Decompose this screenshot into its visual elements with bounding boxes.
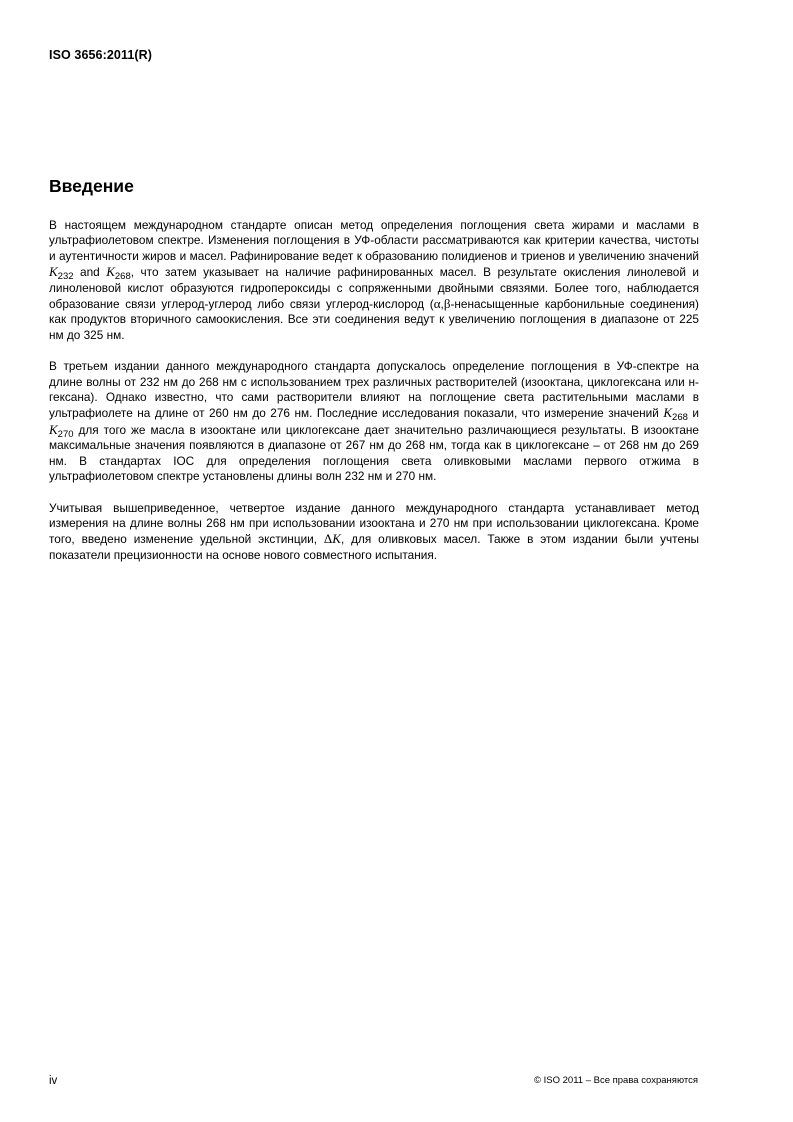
k-subscript: 232 <box>57 271 74 283</box>
delta-symbol: Δ <box>323 531 333 547</box>
p1-text-2: , что затем указывает на наличие рафинированных масел. В результате окисления линолевой и линоленовой кислот образуются гидропероксиды с сопряженными двойными связями. Более того, наблюдается образование связи углерод-углерод либо связи углерод-кислород ( <box>49 265 699 312</box>
comma: , <box>440 297 444 312</box>
k-symbol: K <box>332 531 341 547</box>
and-word: and <box>73 265 107 280</box>
copyright-notice: © ISO 2011 – Все права сохраняются <box>533 1075 698 1086</box>
paragraph-3 <box>49 501 699 564</box>
paragraph-2 <box>49 359 699 484</box>
p1-text-3: -ненасыщенные карбонильные соединения) как продуктов вторичного самоокисления. Все эти соединения ведут к увеличению поглощения в диапазоне от 225 нм до 325 нм. <box>49 297 699 342</box>
page-number: iv <box>49 1075 58 1087</box>
alpha-symbol: α <box>433 296 441 312</box>
paragraph-1 <box>49 218 699 343</box>
and-word: и <box>687 406 700 421</box>
k-subscript: 268 <box>114 271 131 283</box>
k-subscript: 270 <box>57 428 74 440</box>
beta-symbol: β <box>443 296 451 312</box>
p1-text-1: В настоящем международном стандарте описан метод определения поглощения света жирами и маслами в ультрафиолетовом спектре. Изменения поглощения в УФ-области рассматриваются как критерии качества, чистоты и аутентичности жиров и масел. Рафинирование ведет к образованию полидиенов и триенов и увеличению значений <box>49 218 699 263</box>
section-title: Введение <box>49 176 134 196</box>
k-symbol: K <box>106 264 115 280</box>
p3-text-2: , для оливковых масел. Также в этом издании были учтены показатели прецизионности на основе нового совместного испытания. <box>49 532 699 562</box>
document-id-header: ISO 3656:2011(R) <box>49 48 153 62</box>
k-symbol: K <box>49 264 58 280</box>
p2-text-2: для того же масла в изооктане или циклогексане дает значительно различающиеся результаты. В изооктане максимальные значения появляются в диапазоне от 267 нм до 268 нм, тогда как в циклогексане – от 268 нм до 269 нм. В стандартах IOC для определения поглощения света оливковыми маслами первого отжима в ультрафиолетовом спектре установлены длины волн 232 нм и 270 нм. <box>49 422 699 484</box>
p3-text-1: Учитывая вышеприведенное, четвертое издание данного международного стандарта устанавливает метод измерения на длине волны 268 нм при использовании изооктана и 270 нм при использовании циклогексана. Кроме того, введено изменение удельной экстинции, <box>49 500 699 547</box>
k-symbol: K <box>663 405 673 421</box>
k-subscript: 268 <box>672 412 688 424</box>
p2-text-1: В третьем издании данного международного стандарта допускалось определение поглощения в УФ-спектре на длине волны от 232 нм до 268 нм с использованием трех различных растворителей (изооктана, циклогексана или н-гексана). Однако известно, что сами растворители влияют на поглощение света растительными маслами в ультрафиолете на длине от 260 нм до 276 нм. Последние исследования показали, что измерение значений <box>49 359 699 421</box>
body-text <box>49 218 699 579</box>
k-symbol: K <box>49 421 58 437</box>
